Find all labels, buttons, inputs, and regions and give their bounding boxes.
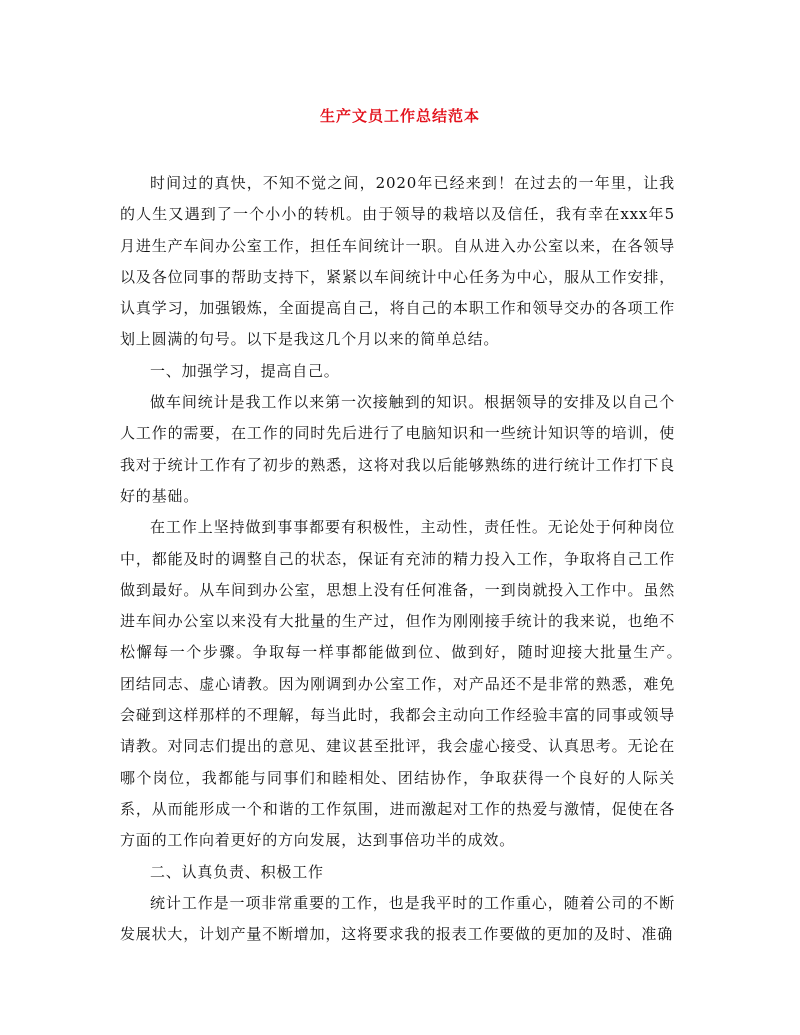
paragraph-statistics-work: 统计工作是一项非常重要的工作，也是我平时的工作重心，随着公司的不断发展状大，计划产量不断增加，这将要求我的报表工作要做的更加的及时、准确 [120,893,675,944]
document-body [120,168,691,950]
paragraph-intro: 时间过的真快，不知不觉之间，2020年已经来到！在过去的一年里，让我的人生又遇到了一个小小的转机。由于领导的栽培以及信任，我有幸在xxx年5月进生产车间办公室工作，担任车间统计一职。自从进入办公室以来，在各领导以及各位同事的帮助支持下，紧紧以车间统计中心任务为中心，服从工作安排，认真学习，加强锻炼，全面提高自己，将自己的本职工作和领导交办的各项工作划上圆满的句号。以下是我这几个月以来的简单总结。 [120,174,675,349]
paragraph-learning: 做车间统计是我工作以来第一次接触到的知识。根据领导的安排及以自己个人工作的需要，在工作的同时先后进行了电脑知识和一些统计知识等的培训，使我对于统计工作有了初步的熟悉，这将对我以后能够熟练的进行统计工作打下良好的基础。 [120,393,675,505]
section-heading-1: 一、加强学习，提高自己。 [150,361,340,380]
paragraph-work-attitude: 在工作上坚持做到事事都要有积极性，主动性，责任性。无论处于何种岗位中，都能及时的调整自己的状态，保证有充沛的精力投入工作，争取将自己工作做到最好。从车间到办公室，思想上没有任何准备，一到岗就投入工作中。虽然进车间办公室以来没有大批量的生产过，但作为刚刚接手统计的我来说，也绝不松懈每一个步骤。争取每一样事都能做到位、做到好，随时迎接大批量生产。 团结同志、虚心请教。因为刚调到办公室工作，对产品还不是非常的熟悉，难免会碰到这样那样的不理解，每当此时，我都会主动向工作经验丰富的同事或领导请教。对同志们提出的意见、建议甚至批评，我会虚心接受、认真思考。无论在哪个岗位，我都能与同事们和睦相处、团结协作，争取获得一个良好的人际关系，从而能形成一个和谐的工作氛围，进而激起对工作的热爱与激情，促使在各方面的工作向着更好的方向发展，达到事倍功半的成效。 [120,518,691,850]
section-heading-2: 二、认真负责、积极工作 [150,862,324,881]
document-title: 生产文员工作总结范本 [319,107,480,125]
